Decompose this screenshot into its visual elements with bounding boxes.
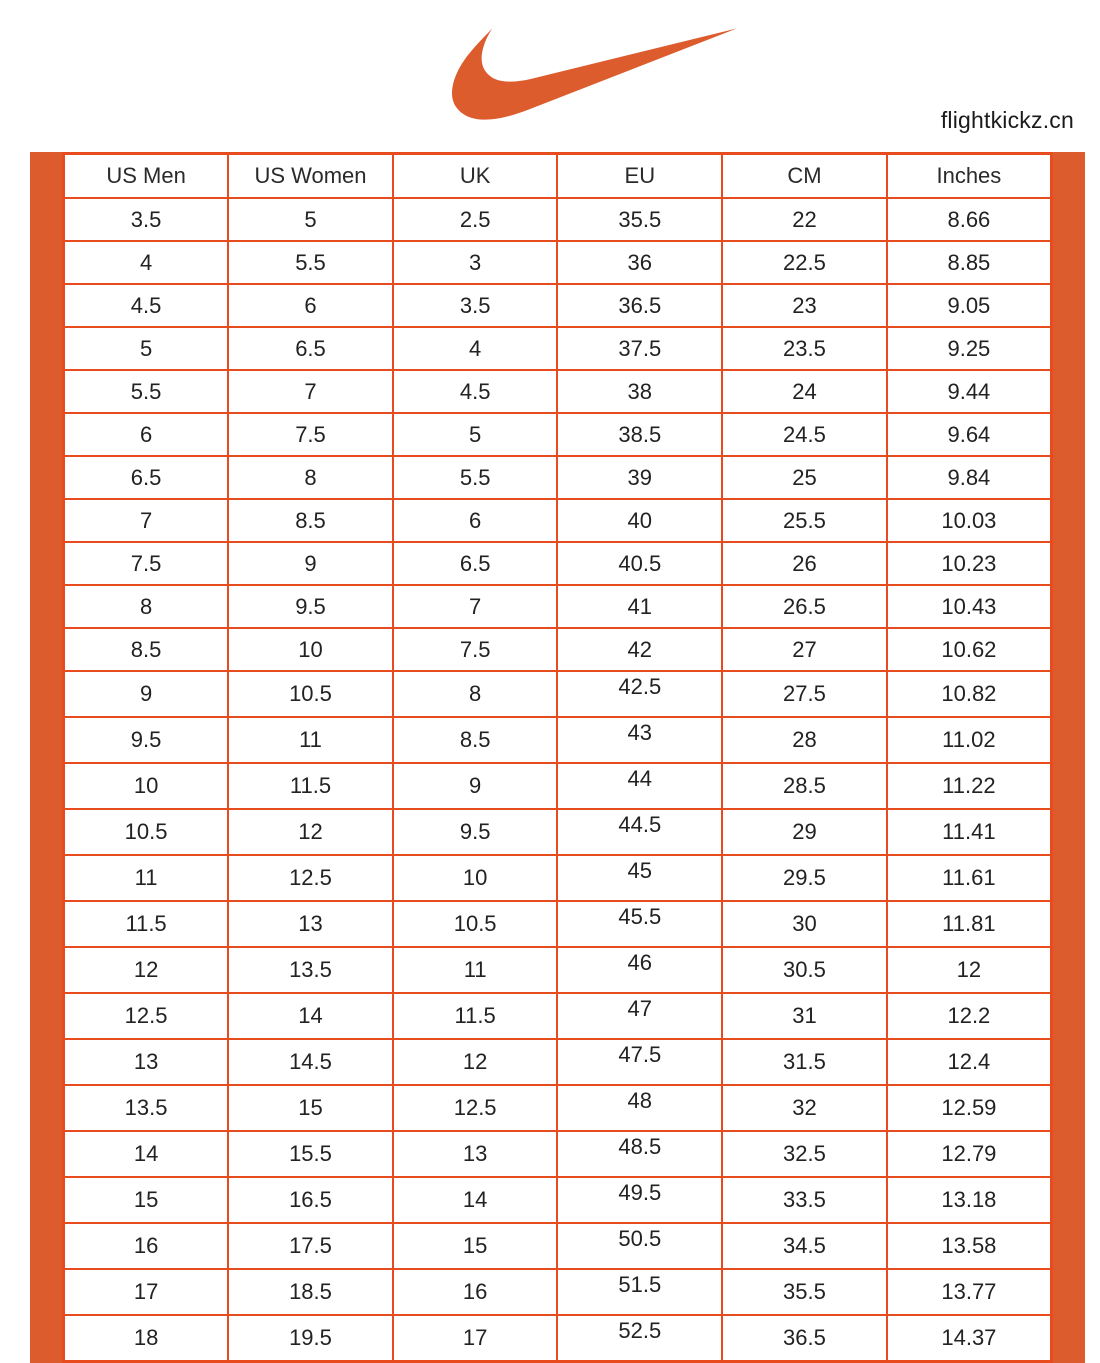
table-cell: 22.5: [722, 241, 887, 284]
table-cell: 29.5: [722, 855, 887, 901]
table-cell: 10.23: [887, 542, 1052, 585]
table-cell: 29: [722, 809, 887, 855]
table-cell: 22: [722, 198, 887, 241]
table-cell: 9.44: [887, 370, 1052, 413]
table-row: [64, 542, 1052, 585]
table-cell: 12.79: [887, 1131, 1052, 1177]
table-cell: 7.5: [64, 542, 229, 585]
right-accent-bar: [1053, 152, 1085, 1363]
table-cell: 18: [64, 1315, 229, 1362]
table-cell: 52.5: [557, 1315, 722, 1362]
table-cell: 43: [557, 717, 722, 763]
table-cell: 12: [887, 947, 1052, 993]
table-row: [64, 585, 1052, 628]
column-header-inches: Inches: [887, 154, 1052, 199]
table-cell: 6.5: [228, 327, 393, 370]
table-cell: 8.5: [228, 499, 393, 542]
table-cell: 10.82: [887, 671, 1052, 717]
table-cell: 17: [64, 1269, 229, 1315]
column-header-uk: UK: [393, 154, 558, 199]
table-cell: 8.5: [64, 628, 229, 671]
table-row: [64, 947, 1052, 993]
table-cell: 11: [64, 855, 229, 901]
table-cell: 23: [722, 284, 887, 327]
table-cell: 33.5: [722, 1177, 887, 1223]
table-cell: 36.5: [557, 284, 722, 327]
table-cell: 19.5: [228, 1315, 393, 1362]
table-cell: 9.05: [887, 284, 1052, 327]
table-cell: 4.5: [393, 370, 558, 413]
left-accent-bar: [30, 152, 62, 1363]
table-cell: 40.5: [557, 542, 722, 585]
table-cell: 10.62: [887, 628, 1052, 671]
table-cell: 9.5: [228, 585, 393, 628]
table-cell: 14: [64, 1131, 229, 1177]
table-cell: 9.84: [887, 456, 1052, 499]
table-row: [64, 499, 1052, 542]
table-cell: 10.5: [393, 901, 558, 947]
table-cell: 12.5: [64, 993, 229, 1039]
table-cell: 11.61: [887, 855, 1052, 901]
table-cell: 25.5: [722, 499, 887, 542]
table-area: [0, 152, 1100, 1363]
column-header-cm: CM: [722, 154, 887, 199]
table-row: [64, 1315, 1052, 1362]
table-row: [64, 327, 1052, 370]
table-cell: 13.77: [887, 1269, 1052, 1315]
table-cell: 42: [557, 628, 722, 671]
table-cell: 42.5: [557, 671, 722, 717]
column-header-us-men: US Men: [64, 154, 229, 199]
table-cell: 4.5: [64, 284, 229, 327]
table-cell: 38: [557, 370, 722, 413]
table-cell: 45.5: [557, 901, 722, 947]
table-row: [64, 671, 1052, 717]
table-cell: 25: [722, 456, 887, 499]
table-cell: 50.5: [557, 1223, 722, 1269]
table-row: [64, 1269, 1052, 1315]
table-header: [64, 154, 1052, 199]
table-row: [64, 809, 1052, 855]
table-cell: 12: [393, 1039, 558, 1085]
table-row: [64, 284, 1052, 327]
table-cell: 6.5: [64, 456, 229, 499]
table-cell: 8: [228, 456, 393, 499]
table-cell: 10.43: [887, 585, 1052, 628]
table-cell: 5: [393, 413, 558, 456]
table-cell: 36: [557, 241, 722, 284]
table-cell: 6.5: [393, 542, 558, 585]
table-cell: 15: [228, 1085, 393, 1131]
table-cell: 27.5: [722, 671, 887, 717]
table-cell: 14: [393, 1177, 558, 1223]
table-cell: 44.5: [557, 809, 722, 855]
table-cell: 14.5: [228, 1039, 393, 1085]
table-cell: 11.5: [228, 763, 393, 809]
table-cell: 12.59: [887, 1085, 1052, 1131]
table-cell: 24.5: [722, 413, 887, 456]
table-cell: 34.5: [722, 1223, 887, 1269]
table-cell: 31.5: [722, 1039, 887, 1085]
table-cell: 16: [393, 1269, 558, 1315]
table-row: [64, 628, 1052, 671]
nike-swoosh-icon: [452, 24, 737, 124]
table-cell: 47.5: [557, 1039, 722, 1085]
table-row: [64, 413, 1052, 456]
table-cell: 6: [228, 284, 393, 327]
table-cell: 9: [228, 542, 393, 585]
size-conversion-table: [62, 152, 1053, 1363]
table-row: [64, 901, 1052, 947]
table-cell: 13: [393, 1131, 558, 1177]
table-row: [64, 1085, 1052, 1131]
table-cell: 11: [228, 717, 393, 763]
table-cell: 35.5: [557, 198, 722, 241]
table-row: [64, 1177, 1052, 1223]
table-row: [64, 1223, 1052, 1269]
table-cell: 13.5: [228, 947, 393, 993]
table-cell: 12.5: [393, 1085, 558, 1131]
table-cell: 9: [393, 763, 558, 809]
table-cell: 11.02: [887, 717, 1052, 763]
table-cell: 7.5: [393, 628, 558, 671]
table-cell: 16: [64, 1223, 229, 1269]
table-cell: 39: [557, 456, 722, 499]
table-row: [64, 198, 1052, 241]
table-cell: 14.37: [887, 1315, 1052, 1362]
table-wrap: [62, 152, 1053, 1363]
size-table-body: [64, 198, 1052, 1362]
column-header-us-women: US Women: [228, 154, 393, 199]
table-cell: 51.5: [557, 1269, 722, 1315]
table-cell: 38.5: [557, 413, 722, 456]
table-cell: 18.5: [228, 1269, 393, 1315]
table-cell: 12: [228, 809, 393, 855]
table-cell: 8: [64, 585, 229, 628]
table-cell: 28: [722, 717, 887, 763]
table-cell: 11.5: [64, 901, 229, 947]
table-cell: 10.5: [64, 809, 229, 855]
table-cell: 7: [64, 499, 229, 542]
table-cell: 31: [722, 993, 887, 1039]
table-cell: 32.5: [722, 1131, 887, 1177]
table-cell: 11.81: [887, 901, 1052, 947]
nike-swoosh-path: [452, 28, 737, 119]
header: [0, 0, 1100, 152]
table-cell: 26: [722, 542, 887, 585]
table-cell: 8: [393, 671, 558, 717]
table-cell: 10: [228, 628, 393, 671]
table-row: [64, 370, 1052, 413]
table-cell: 17: [393, 1315, 558, 1362]
table-cell: 47: [557, 993, 722, 1039]
table-cell: 8.66: [887, 198, 1052, 241]
table-cell: 28.5: [722, 763, 887, 809]
table-cell: 16.5: [228, 1177, 393, 1223]
header-row: [64, 154, 1052, 199]
table-cell: 10: [64, 763, 229, 809]
table-cell: 3.5: [393, 284, 558, 327]
table-row: [64, 717, 1052, 763]
table-cell: 9.5: [64, 717, 229, 763]
table-cell: 5: [64, 327, 229, 370]
table-row: [64, 1039, 1052, 1085]
table-cell: 17.5: [228, 1223, 393, 1269]
table-row: [64, 763, 1052, 809]
table-cell: 6: [64, 413, 229, 456]
table-cell: 13.5: [64, 1085, 229, 1131]
table-cell: 13.58: [887, 1223, 1052, 1269]
table-cell: 35.5: [722, 1269, 887, 1315]
table-cell: 7: [393, 585, 558, 628]
table-cell: 26.5: [722, 585, 887, 628]
table-cell: 45: [557, 855, 722, 901]
table-cell: 11.5: [393, 993, 558, 1039]
table-cell: 10.5: [228, 671, 393, 717]
watermark-text: flightkickz.cn: [940, 107, 1074, 133]
table-cell: 48.5: [557, 1131, 722, 1177]
table-row: [64, 241, 1052, 284]
table-row: [64, 993, 1052, 1039]
table-cell: 46: [557, 947, 722, 993]
table-cell: 24: [722, 370, 887, 413]
table-cell: 41: [557, 585, 722, 628]
table-cell: 11: [393, 947, 558, 993]
table-cell: 10: [393, 855, 558, 901]
table-cell: 13: [64, 1039, 229, 1085]
table-cell: 5.5: [228, 241, 393, 284]
table-cell: 30: [722, 901, 887, 947]
table-cell: 5: [228, 198, 393, 241]
table-cell: 36.5: [722, 1315, 887, 1362]
table-cell: 12.2: [887, 993, 1052, 1039]
table-cell: 12.4: [887, 1039, 1052, 1085]
table-cell: 7.5: [228, 413, 393, 456]
table-cell: 48: [557, 1085, 722, 1131]
table-cell: 44: [557, 763, 722, 809]
table-cell: 49.5: [557, 1177, 722, 1223]
table-cell: 11.41: [887, 809, 1052, 855]
table-cell: 9.64: [887, 413, 1052, 456]
table-cell: 12.5: [228, 855, 393, 901]
table-cell: 23.5: [722, 327, 887, 370]
table-cell: 15.5: [228, 1131, 393, 1177]
table-row: [64, 1131, 1052, 1177]
table-cell: 3.5: [64, 198, 229, 241]
table-cell: 15: [393, 1223, 558, 1269]
table-cell: 15: [64, 1177, 229, 1223]
table-cell: 2.5: [393, 198, 558, 241]
table-cell: 8.5: [393, 717, 558, 763]
table-row: [64, 456, 1052, 499]
table-cell: 11.22: [887, 763, 1052, 809]
table-cell: 10.03: [887, 499, 1052, 542]
table-cell: 40: [557, 499, 722, 542]
table-cell: 13.18: [887, 1177, 1052, 1223]
table-cell: 7: [228, 370, 393, 413]
table-cell: 12: [64, 947, 229, 993]
table-cell: 3: [393, 241, 558, 284]
table-cell: 4: [393, 327, 558, 370]
table-cell: 37.5: [557, 327, 722, 370]
table-cell: 32: [722, 1085, 887, 1131]
column-header-eu: EU: [557, 154, 722, 199]
table-row: [64, 855, 1052, 901]
table-cell: 9.25: [887, 327, 1052, 370]
table-cell: 13: [228, 901, 393, 947]
table-cell: 5.5: [64, 370, 229, 413]
table-cell: 8.85: [887, 241, 1052, 284]
table-cell: 9.5: [393, 809, 558, 855]
table-cell: 4: [64, 241, 229, 284]
table-cell: 9: [64, 671, 229, 717]
table-cell: 30.5: [722, 947, 887, 993]
table-cell: 5.5: [393, 456, 558, 499]
table-cell: 27: [722, 628, 887, 671]
table-cell: 6: [393, 499, 558, 542]
table-cell: 14: [228, 993, 393, 1039]
